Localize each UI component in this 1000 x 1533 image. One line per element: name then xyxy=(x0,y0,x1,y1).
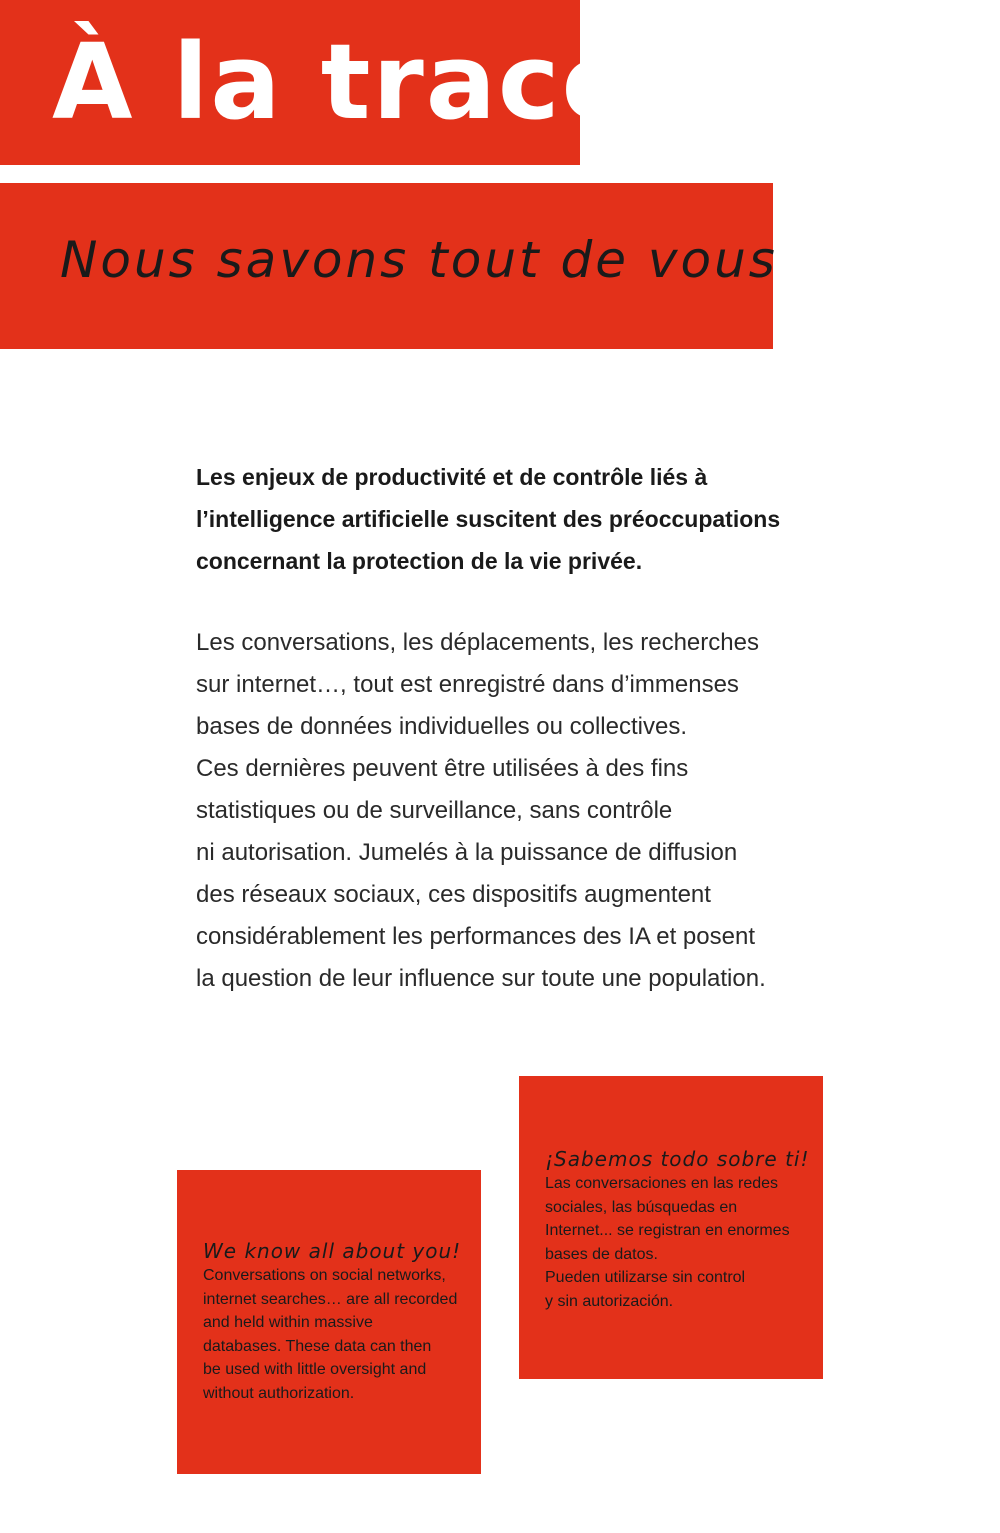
english-card-line: databases. These data can then xyxy=(203,1337,432,1355)
english-summary-card xyxy=(177,1170,481,1474)
spanish-summary-card xyxy=(519,1076,823,1379)
english-card-line: without authorization. xyxy=(203,1384,355,1402)
spanish-card-text xyxy=(545,1172,811,1314)
spanish-card-line: Las conversaciones en las redes xyxy=(545,1175,779,1192)
spanish-card-line: bases de datos. xyxy=(545,1245,658,1263)
english-card-text xyxy=(203,1264,469,1406)
body-line: statistiques ou de surveillance, sans contrôle xyxy=(196,797,673,824)
intro-paragraph xyxy=(196,456,836,582)
english-card-line: internet searches… are all recorded xyxy=(203,1290,458,1308)
body-line: considérablement les performances des IA et posent xyxy=(196,923,755,950)
body-line: Ces dernières peuvent être utilisées à des fins xyxy=(196,755,689,782)
english-card-line: and held within massive xyxy=(203,1314,373,1332)
spanish-card-heading: ¡Sabemos todo sobre ti! xyxy=(545,1147,810,1171)
english-card-line: be used with little oversight and xyxy=(203,1361,427,1379)
intro-line: Les enjeux de productivité et de contrôle liés à xyxy=(196,464,708,490)
intro-line: concernant la protection de la vie privée. xyxy=(196,548,643,574)
spanish-card-line: sociales, las búsquedas en xyxy=(545,1198,738,1216)
spanish-card-line: y sin autorización. xyxy=(545,1292,674,1310)
english-card-heading: We know all about you! xyxy=(203,1239,462,1263)
body-line: la question de leur influence sur toute une population. xyxy=(196,965,766,992)
english-card-line: Conversations on social networks, xyxy=(203,1267,446,1284)
spanish-card-line: Internet... se registran en enormes xyxy=(545,1222,790,1240)
intro-line: l’intelligence artificielle suscitent des préoccupations xyxy=(196,506,781,532)
body-line: ni autorisation. Jumelés à la puissance de diffusion xyxy=(196,839,738,866)
body-paragraph xyxy=(196,622,846,1000)
body-line: bases de données individuelles ou collectives. xyxy=(196,713,687,740)
page-subtitle: Nous savons tout de vous xyxy=(60,231,778,289)
body-line: sur internet…, tout est enregistré dans d’immenses xyxy=(196,671,739,698)
body-line: des réseaux sociaux, ces dispositifs augmentent xyxy=(196,881,711,908)
spanish-card-line: Pueden utilizarse sin control xyxy=(545,1269,746,1287)
page-title: À la trace xyxy=(52,21,635,143)
body-line: Les conversations, les déplacements, les recherches xyxy=(196,629,759,656)
